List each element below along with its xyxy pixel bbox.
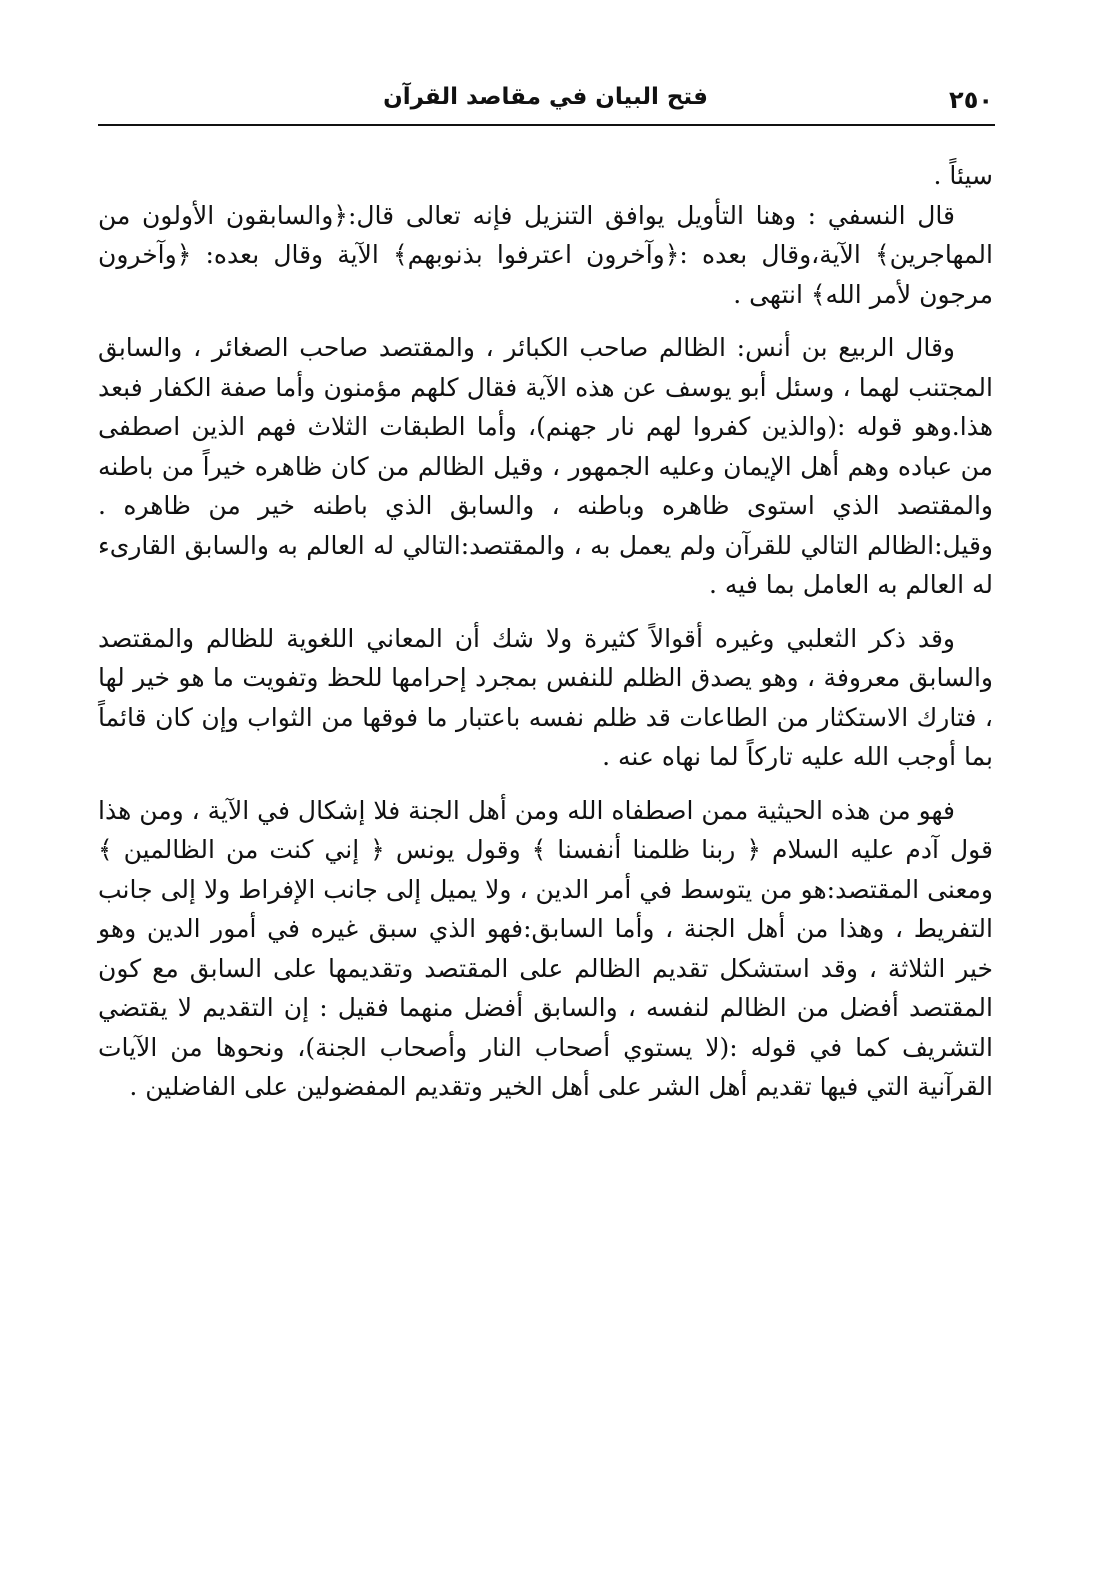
paragraph-thaalabi: وقد ذكر الثعلبي وغيره أقوالاً كثيرة ولا شك أن المعاني اللغوية للظالم والمقتصد والسابق معروفة ، وهو يصدق الظلم للنفس بمجرد إحرامها للحظ وتفويت ما هو خير لها ، فتارك الاستكثار من الطاعات قد ظلم نفسه باعتبار ما فوقها من الثواب وإن كان قائماً بما أوجب الله عليه تاركاً لما نهاه عنه . <box>98 623 993 771</box>
paragraph-haythiyya: فهو من هذه الحيثية ممن اصطفاه الله ومن أهل الجنة فلا إشكال في الآية ، ومن هذا قول آدم عليه السلام ﴿ ربنا ظلمنا أنفسنا ﴾ وقول يونس ﴿ إني كنت من الظالمين ﴾ ومعنى المقتصد:هو من يتوسط في أمر الدين ، ولا يميل إلى جانب الإفراط ولا إلى جانب التفريط ، وهذا من أهل الجنة ، وأما السابق:فهو الذي سبق غيره في أمور الدين وهو خير الثلاثة ، وقد استشكل تقديم الظالم على المقتصد وتقديمها على السابق مع كون المقتصد أفضل من الظالم لنفسه ، والسابق أفضل منهما فقيل : إن التقديم لا يقتضي التشريف كما في قوله :(لا يستوي أصحاب النار وأصحاب الجنة)، ونحوها من الآيات القرآنية التي فيها تقديم أهل الشر على أهل الخير وتقديم المفضولين على الفاضلين . <box>98 795 993 1101</box>
paragraph-rabi-ibn-anas: وقال الربيع بن أنس: الظالم صاحب الكبائر ، والمقتصد صاحب الصغائر ، والسابق المجتنب لهما ، وسئل أبو يوسف عن هذه الآية فقال كلهم مؤمنون وأما صفة الكفار فبعد هذا.وهو قوله :(والذين كفروا لهم نار جهنم)، وأما الطبقات الثلاث فهم الذين اصطفى من عباده وهم أهل الإيمان وعليه الجمهور ، وقيل الظالم من كان ظاهره خيراً من باطنه والمقتصد الذي استوى ظاهره وباطنه ، والسابق الذي باطنه خير من ظاهره . وقيل:الظالم التالي للقرآن ولم يعمل به ، والمقتصد:التالي له العالم به والسابق القارىء له العالم به العامل بما فيه . <box>98 333 993 599</box>
book-title: فتح البيان في مقاصد القرآن <box>383 84 708 110</box>
paragraph-nasafi-quote: قال النسفي : وهنا التأويل يوافق التنزيل فإنه تعالى قال:﴿والسابقون الأولون من المهاجرين﴾ الآية،وقال بعده :﴿وآخرون اعترفوا بذنوبهم﴾ الآية وقال بعده: ﴿وآخرون مرجون لأمر الله﴾ انتهى . <box>98 200 993 309</box>
page-number: ٢٥٠ <box>949 86 993 114</box>
paragraph-continuation: سيئاً . <box>933 161 993 190</box>
header-divider <box>98 124 995 126</box>
body-text <box>98 156 993 1107</box>
running-header <box>98 80 993 124</box>
